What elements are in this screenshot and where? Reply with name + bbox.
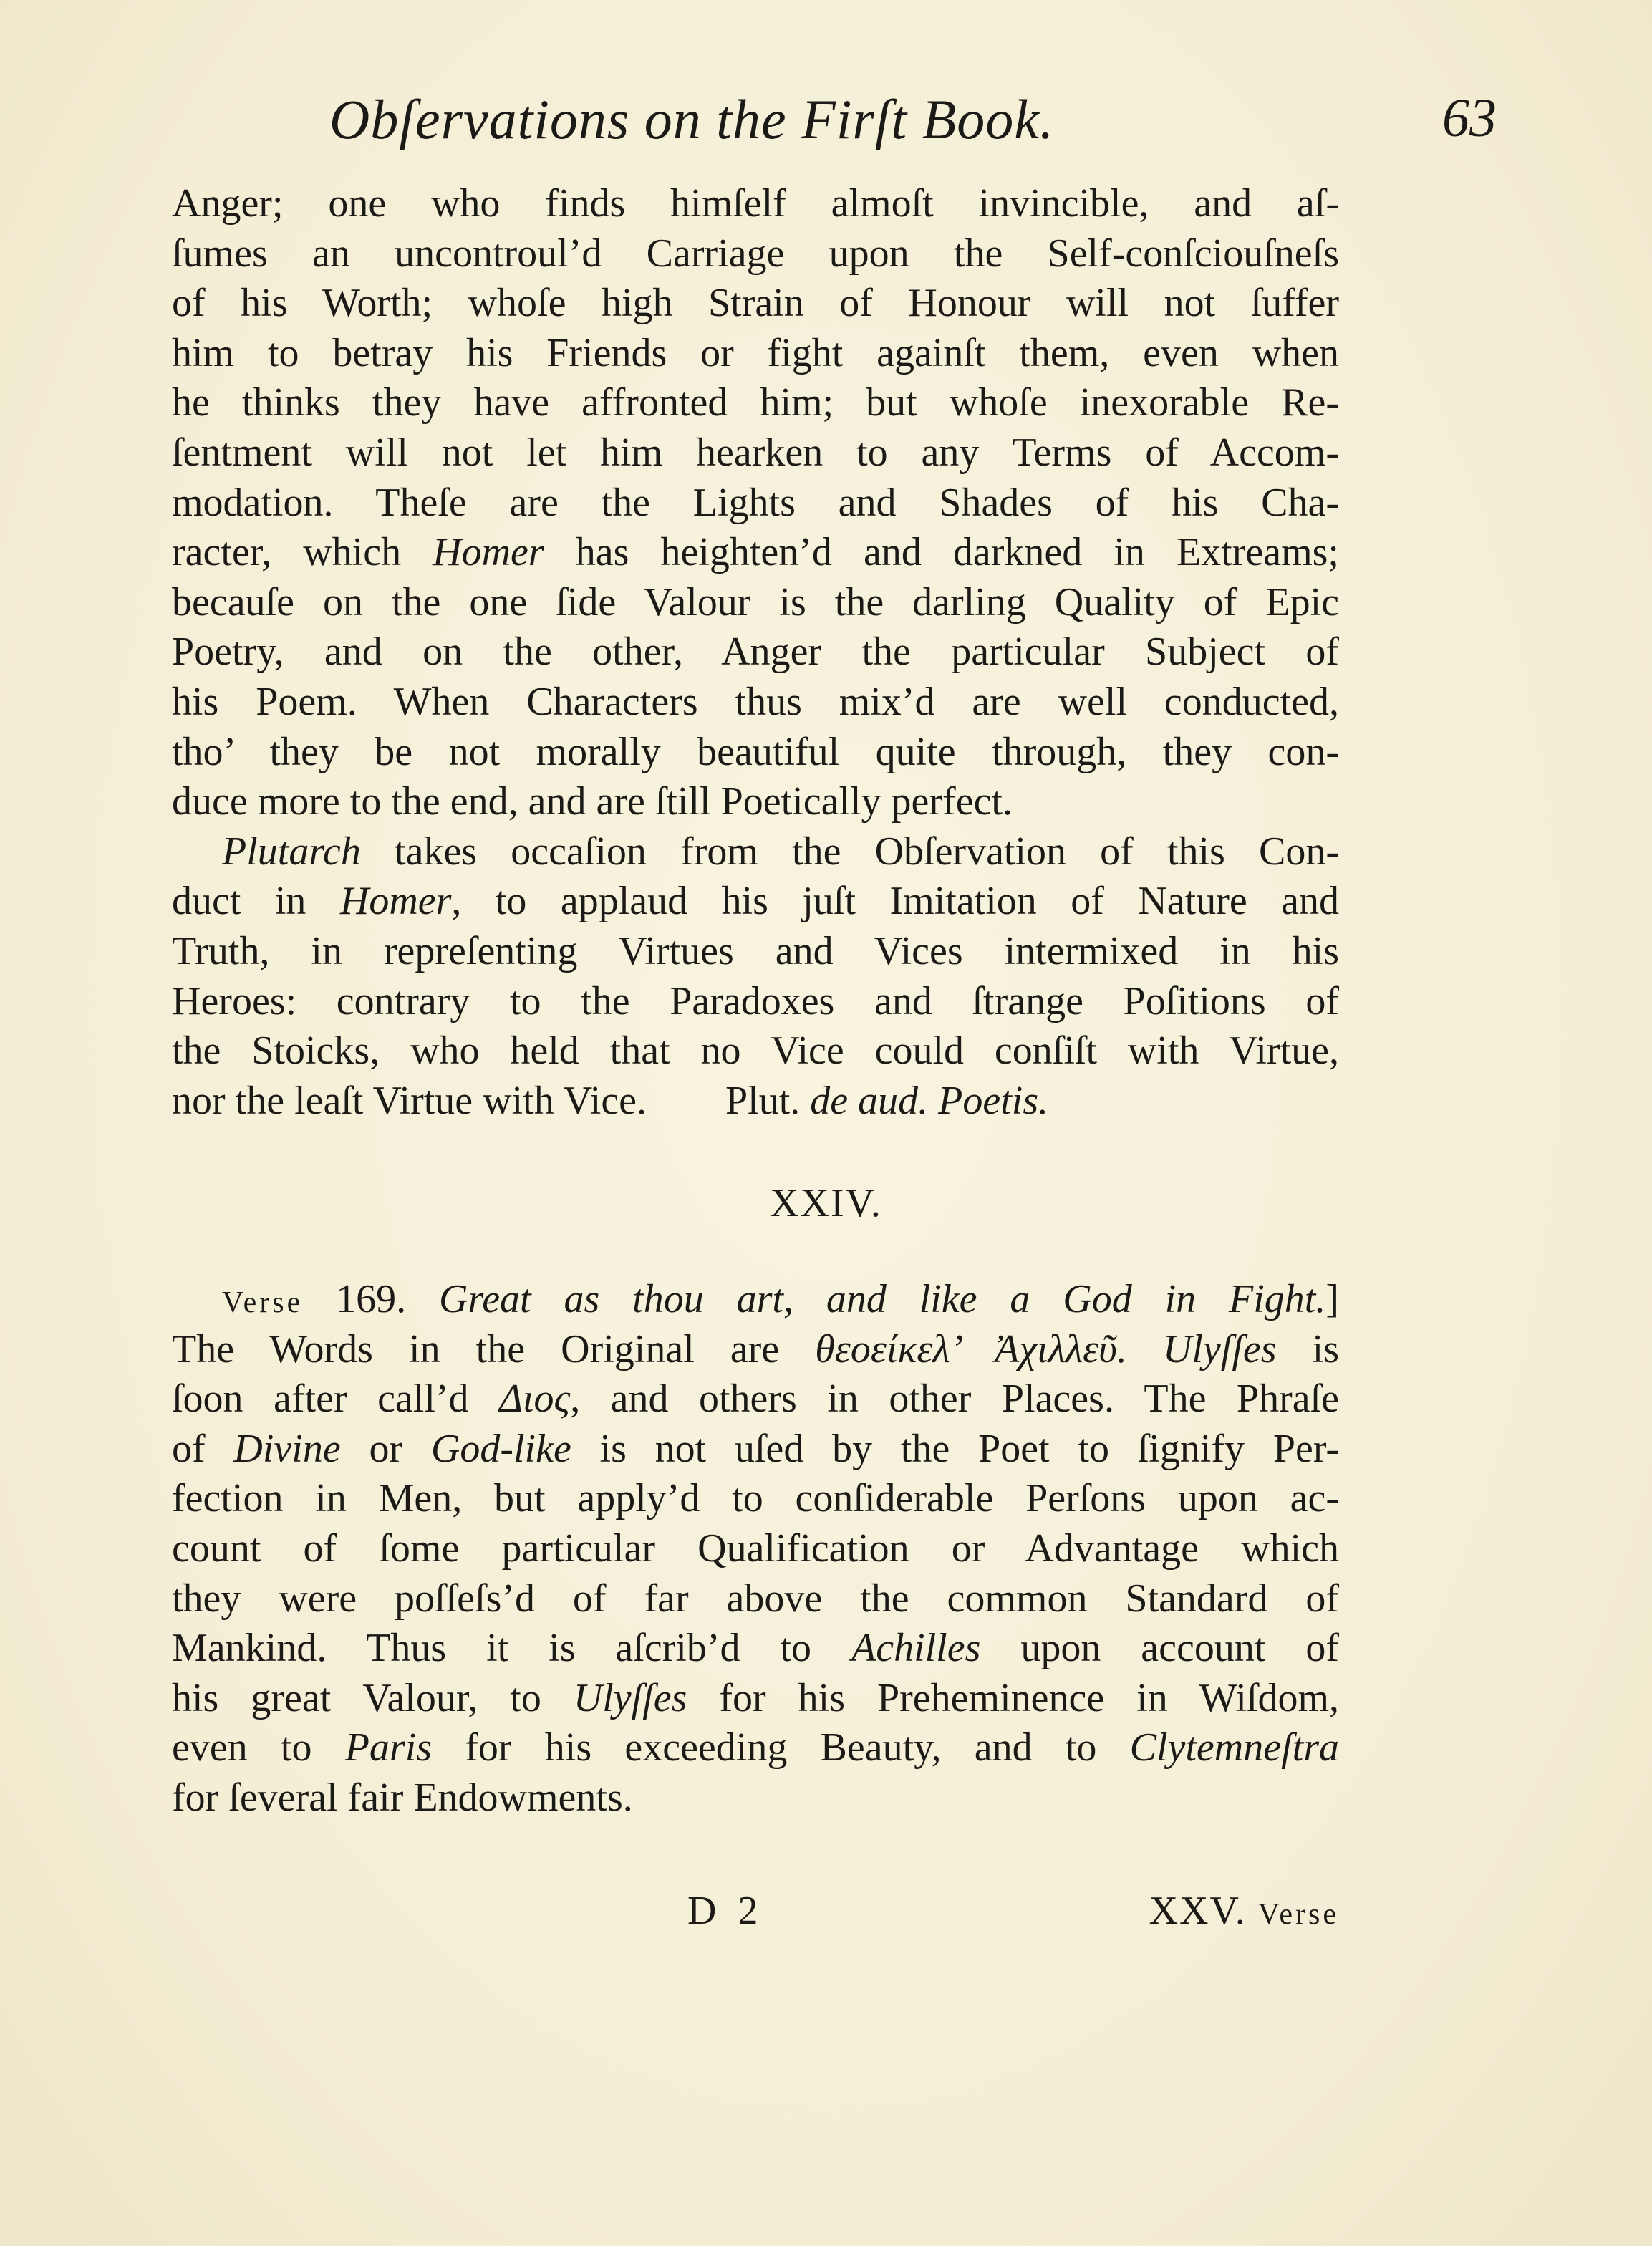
- text-span: Mankind. Thus it is aſcrib’d to: [172, 1626, 851, 1671]
- catchword-number: XXV.: [1149, 1889, 1258, 1933]
- italic-name: Achilles: [851, 1626, 981, 1671]
- text-line: [172, 1275, 1339, 1325]
- text-span: ſoon after call’d: [172, 1377, 500, 1422]
- text-line: [172, 1624, 1339, 1674]
- text-line: [172, 1723, 1339, 1773]
- section-heading: XXIV.: [770, 1181, 882, 1225]
- text-line: they were poſſeſs’d of far above the common Standard of: [172, 1576, 1339, 1621]
- text-span: , and others in other Places. The Phraſe: [570, 1377, 1339, 1422]
- text-span: is: [1276, 1326, 1339, 1372]
- text-line: modation. Theſe are the Lights and Shades of his Cha-: [172, 480, 1339, 525]
- text-span: his great Valour, to: [172, 1675, 574, 1720]
- text-line: for ſeveral fair Endowments.: [172, 1775, 633, 1820]
- text-span: takes occaſion from the Obſervation of this Con-: [360, 829, 1339, 874]
- italic-name: Homer: [433, 530, 544, 575]
- catchword: [1149, 1888, 1339, 1934]
- page-number: 63: [1442, 88, 1497, 148]
- signature-mark: D 2: [687, 1889, 764, 1933]
- greek-text: Διος: [499, 1377, 571, 1422]
- text-line: [172, 877, 1339, 927]
- verse-label: Verse: [222, 1286, 304, 1319]
- text-line: [172, 1325, 1339, 1375]
- text-line: [172, 1425, 1339, 1475]
- section-24-text: [172, 1275, 1339, 1823]
- text-line: duce more to the end, and are ſtill Poetically perfect.: [172, 779, 1013, 824]
- text-span: duct in: [172, 879, 340, 924]
- text-span: of: [172, 1426, 234, 1471]
- text-line: Poetry, and on the other, Anger the particular Subject of: [172, 630, 1339, 675]
- text-span: racter, which: [172, 530, 433, 575]
- italic-name: Ulyſſes: [573, 1675, 687, 1720]
- text-line: Truth, in repreſenting Virtues and Vices intermixed in his: [172, 928, 1339, 973]
- page-footer: [172, 1888, 1339, 1945]
- text-span: has heighten’d and darkned in Extreams;: [544, 530, 1339, 575]
- italic-name: Homer: [339, 879, 452, 924]
- verse-quote: Great as thou art, and like a God in Fight.: [439, 1277, 1326, 1321]
- text-span: is not uſed by the Poet to ſignify Per-: [571, 1426, 1339, 1471]
- text-line: [172, 827, 1339, 877]
- text-span: , to applaud his juſt Imitation of Nature and: [451, 879, 1339, 924]
- italic-name: Ulyſſes: [1126, 1326, 1277, 1372]
- italic-term: Divine: [233, 1426, 341, 1471]
- text-line: ſentment will not let him hearken to any Terms of Accom-: [172, 430, 1339, 475]
- text-line: ſumes an uncontroul’d Carriage upon the Self-conſciouſneſs: [172, 231, 1339, 276]
- text-span: ]: [1325, 1277, 1339, 1321]
- italic-term: God-like: [430, 1426, 571, 1471]
- text-line: [172, 1374, 1339, 1425]
- italic-name: Paris: [344, 1725, 433, 1770]
- italic-name: Clytemneſtra: [1129, 1725, 1339, 1770]
- text-line: he thinks they have affronted him; but whoſe inexorable Re-: [172, 380, 1339, 425]
- text-span: nor the leaſt Virtue with Vice.: [172, 1078, 647, 1123]
- text-span: The Words in the Original are: [172, 1326, 816, 1372]
- page-header: [165, 87, 1497, 166]
- text-line: [172, 528, 1339, 578]
- text-span: or: [340, 1426, 431, 1471]
- running-title: Obſervations on the Firſt Book.: [329, 88, 1055, 150]
- text-span: even to: [172, 1725, 345, 1770]
- text-line: the Stoicks, who held that no Vice could conſiſt with Virtue,: [172, 1028, 1339, 1074]
- citation-source: Plut.: [725, 1078, 801, 1123]
- text-line: [172, 1674, 1339, 1724]
- italic-name: Plutarch: [222, 829, 361, 874]
- text-line: tho’ they be not morally beautiful quite through, they con-: [172, 729, 1339, 774]
- catchword-word: Verse: [1257, 1898, 1339, 1931]
- text-line: count of ſome particular Qualification or Advantage which: [172, 1526, 1339, 1571]
- text-span: for his Preheminence in Wiſdom,: [687, 1675, 1339, 1720]
- text-line: of his Worth; whoſe high Strain of Honour will not ſuffer: [172, 281, 1339, 326]
- citation-title: de aud. Poetis.: [810, 1078, 1049, 1123]
- greek-text: θεοείκελ’ Ἀχιλλεῦ.: [815, 1326, 1127, 1372]
- verse-number: 169.: [303, 1277, 440, 1321]
- paragraph-continuation: [172, 179, 1339, 1126]
- text-span: for his exceeding Beauty, and to: [432, 1725, 1130, 1770]
- text-line: Anger; one who finds himſelf almoſt invincible, and aſ-: [172, 181, 1339, 226]
- text-span: upon account of: [980, 1626, 1339, 1671]
- text-line: fection in Men, but apply’d to conſiderable Perſons upon ac-: [172, 1476, 1339, 1521]
- text-line: Heroes: contrary to the Paradoxes and ſtrange Poſitions of: [172, 978, 1339, 1023]
- text-line: [172, 1076, 1339, 1127]
- text-line: him to betray his Friends or fight againſt them, even when: [172, 330, 1339, 375]
- text-line: his Poem. When Characters thus mix’d are well conducted,: [172, 679, 1339, 724]
- text-line: becauſe on the one ſide Valour is the darling Quality of Epic: [172, 579, 1339, 625]
